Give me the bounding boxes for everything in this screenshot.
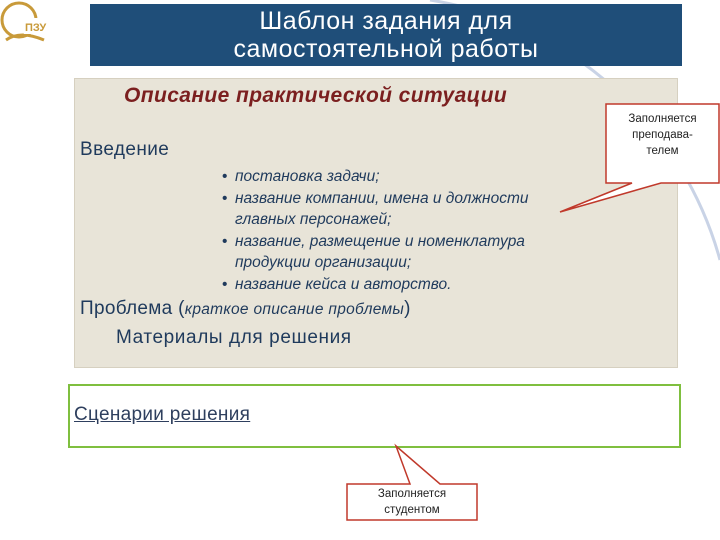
materials-label: Материалы для решения (116, 327, 352, 348)
bullet-icon: • (222, 168, 228, 185)
problem-close: ) (404, 298, 411, 319)
title-line-2: самостоятельной работы (233, 35, 539, 63)
bullet-item: • название компании, имена и должности (222, 188, 622, 210)
problem-hint: краткое описание проблемы (184, 301, 405, 318)
case-title: Описание практической ситуации (124, 84, 508, 107)
bullet-item: • название кейса и авторство. (222, 274, 622, 296)
title-line-1: Шаблон задания для (259, 7, 513, 35)
logo-text: ПЗУ (25, 22, 47, 34)
bullet-icon: • (222, 275, 228, 293)
student-callout-text: Заполняется студентом (377, 488, 447, 516)
teacher-callout-text: Заполняется преподава- телем (628, 113, 697, 157)
bullet-item: • название, размещение и номенклатура (222, 231, 622, 253)
intro-label: Введение (80, 139, 170, 160)
bullet-continuation: продукции организации; (235, 254, 412, 271)
bullet-continuation: главных персонажей; (235, 211, 392, 228)
bullet-item: • постановка задачи; (222, 166, 622, 188)
problem-label: Проблема ( (80, 298, 185, 319)
bullet-icon: • (222, 232, 228, 250)
bullet-icon: • (222, 189, 228, 207)
scenarios-link[interactable]: Сценарии решения (74, 404, 251, 425)
